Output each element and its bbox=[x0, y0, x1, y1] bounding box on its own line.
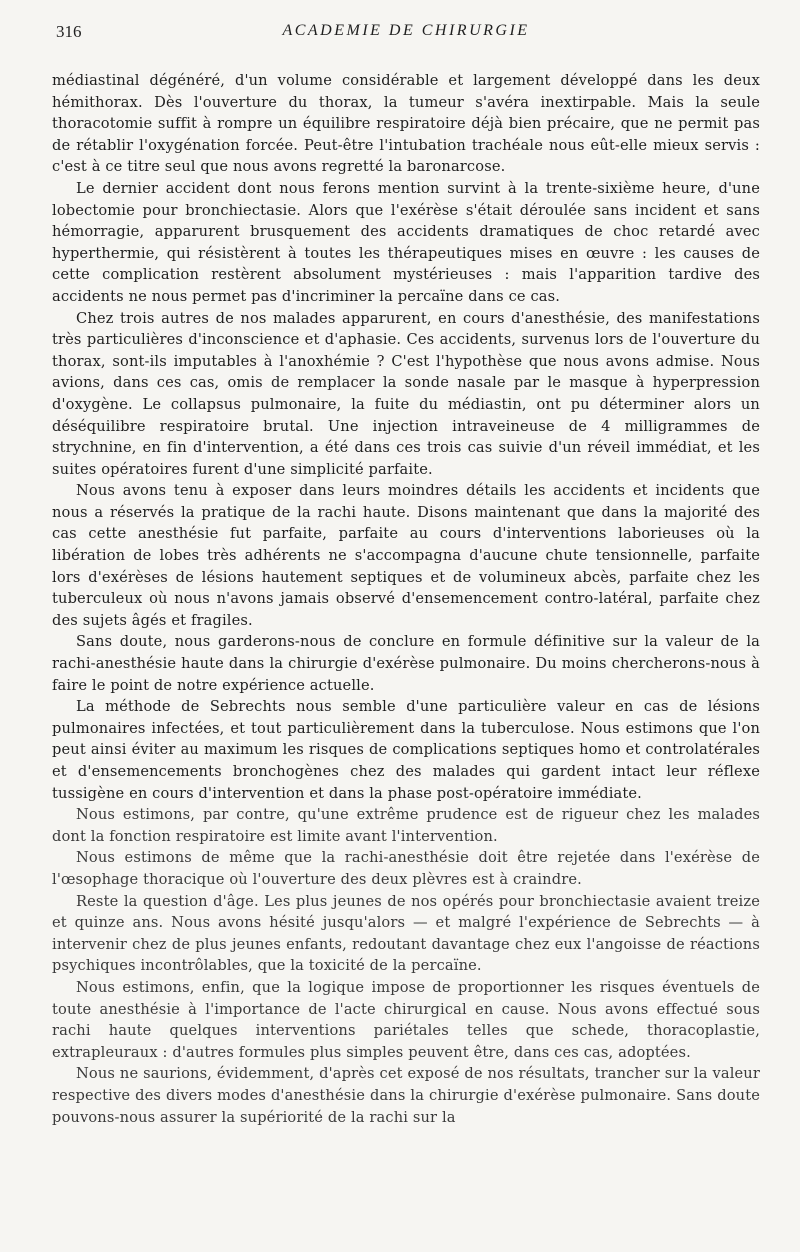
page-number: 316 bbox=[56, 22, 82, 41]
paragraph-10: Nous estimons, enfin, que la logique impose de proportionner les risques éventuels de toute anesthésie à l'importance de l'acte chirurgical en cause. Nous avons effectué sous rachi haute quelques interventions pariétales telles que schede, thoracoplastie, extrapleuraux : d'autres formules plus simples peuvent être, dans ces cas, adoptées. bbox=[52, 978, 760, 1061]
paragraph-9: Reste la question d'âge. Les plus jeunes de nos opérés pour bronchiectasie avaient treize et quinze ans. Nous avons hésité jusqu'alors — et malgré l'expérience de Sebrechts — à intervenir chez de plus jeunes enfants, redoutant davantage chez eux l'angoisse de réactions psychiques incontrôlables, que la toxicité de la percaïne. bbox=[52, 892, 760, 975]
paragraph-5: Sans doute, nous garderons-nous de conclure en formule définitive sur la valeur de la rachi-anesthésie haute dans la chirurgie d'exérèse pulmonaire. Du moins chercherons-nous à faire le point de notre expérience actuelle. bbox=[52, 633, 760, 694]
paragraph-7: Nous estimons, par contre, qu'une extrême prudence est de rigueur chez les malades dont la fonction respiratoire est limite avant l'intervention. bbox=[52, 806, 760, 845]
page-header bbox=[52, 18, 760, 48]
body-text bbox=[52, 70, 760, 1128]
paragraph-1: médiastinal dégénéré, d'un volume considérable et largement développé dans les deux hémithorax. Dès l'ouverture du thorax, la tumeur s'avéra inextirpable. Mais la seule thoracotomie suffit à rompre un équilibre respiratoire déjà bien précaire, que ne permit pas de rétablir l'oxygénation forcée. Peut-être l'intubation trachéale nous eût-elle mieux servis : c'est à ce titre seul que nous avons regretté la baronarcose. bbox=[52, 72, 760, 176]
paragraph-8: Nous estimons de même que la rachi-anesthésie doit être rejetée dans l'exérèse de l'œsophage thoracique où l'ouverture des deux plèvres est à craindre. bbox=[52, 849, 760, 888]
paragraph-3: Chez trois autres de nos malades apparurent, en cours d'anesthésie, des manifestations très particulières d'inconscience et d'aphasie. Ces accidents, survenus lors de l'ouverture du thorax, sont-ils imputables à l'anoxhémie ? C'est l'hypothèse que nous avons admise. Nous avions, dans ces cas, omis de remplacer la sonde nasale par le masque à hyperpression d'oxygène. Le collapsus pulmonaire, la fuite du médiastin, ont pu déterminer alors un déséquilibre respiratoire brutal. Une injection intraveineuse de 4 milligrammes de strychnine, en fin d'intervention, a été dans ces trois cas suivie d'un réveil immédiat, et les suites opératoires furent d'une simplicité parfaite. bbox=[52, 309, 760, 478]
paragraph-4: Nous avons tenu à exposer dans leurs moindres détails les accidents et incidents que nous a réservés la pratique de la rachi haute. Disons maintenant que dans la majorité des cas cette anesthésie fut parfaite, parfaite au cours d'interventions laborieuses où la libération de lobes très adhérents ne s'accompagna d'aucune chute tensionnelle, parfaite lors d'exérèses de lésions hautement septiques et de volumineux abcès, parfaite chez les tuberculeux où nous n'avons jamais observé d'ensemencement contro-latéral, parfaite chez des sujets âgés et fragiles. bbox=[52, 482, 760, 629]
paragraph-6: La méthode de Sebrechts nous semble d'une particulière valeur en cas de lésions pulmonaires infectées, et tout particulièrement dans la tuberculose. Nous estimons que l'on peut ainsi éviter au maximum les risques de complications septiques homo et controlatérales et d'ensemencements bronchogènes chez des malades qui gardent intact leur réflexe tussigène en cours d'intervention et dans la phase post-opératoire immédiate. bbox=[52, 698, 760, 802]
running-title: ACADEMIE DE CHIRURGIE bbox=[282, 22, 530, 39]
paragraph-2: Le dernier accident dont nous ferons mention survint à la trente-sixième heure, d'une lobectomie pour bronchiectasie. Alors que l'exérèse s'était déroulée sans incident et sans hémorragie, apparurent brusquement des accidents dramatiques de choc retardé avec hyperthermie, qui résistèrent à toutes les thérapeutiques mises en œuvre : les causes de cette complication restèrent absolument mystérieuses : mais l'apparition tardive des accidents ne nous permet pas d'incriminer la percaïne dans ce cas. bbox=[52, 179, 760, 305]
paragraph-11: Nous ne saurions, évidemment, d'après cet exposé de nos résultats, trancher sur la valeur respective des divers modes d'anesthésie dans la chirurgie d'exérèse pulmonaire. Sans doute pouvons-nous assurer la supériorité de la rachi sur la bbox=[52, 1065, 760, 1126]
